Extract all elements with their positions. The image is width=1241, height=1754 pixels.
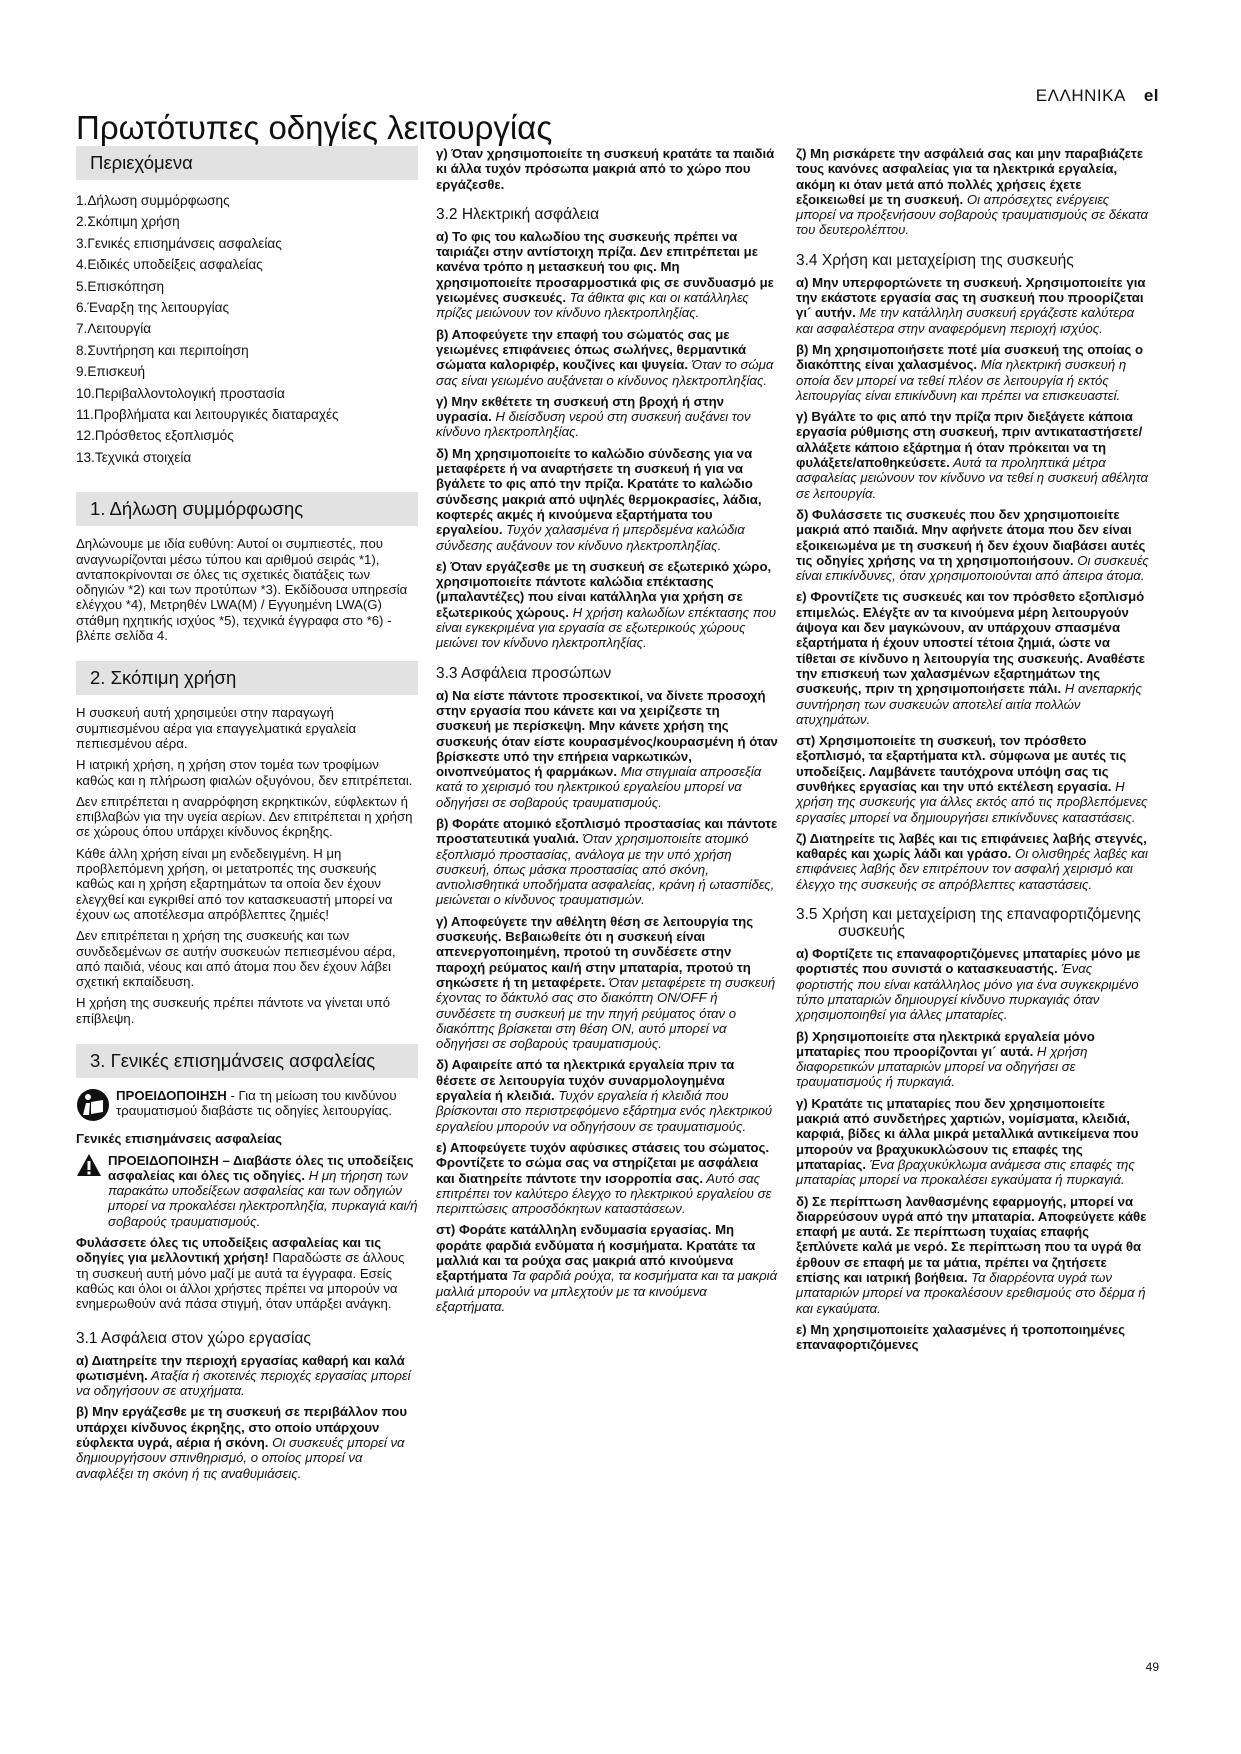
language-code: el	[1143, 86, 1159, 105]
toc-item[interactable]: 7.Λειτουργία	[76, 321, 152, 337]
section-1	[76, 492, 418, 643]
bold-text: β) Μην εργάζεσθε με τη συσκευή σε περιβάλλον που υπάρχει κίνδυνος έκρηξης, στο οποίο υπάρχουν εύφλεκτα υγρά, αέρια ή σκόνη.	[76, 1404, 408, 1451]
bold-text: α) Φορτίζετε τις επαναφορτιζόμενες μπαταρίες μόνο με φορτιστές που συνιστά ο κατασκευαστής.	[796, 946, 1141, 977]
italic-text: Αταξία ή σκοτεινές περιοχές εργασίας μπορεί να οδηγήσουν σε ατυχήματα.	[76, 1367, 411, 1399]
section-2-para: Δεν επιτρέπεται η χρήση της συσκευής και των συνδεδεμένων σε αυτήν συσκευών πεπιεσμένου αέρα, από παιδιά, νέους και από άτομα που δεν έχουν λάβει σχετική εκπαίδευση.	[76, 928, 396, 990]
italic-text: Η διείσδυση νερού στη συσκευή αυξάνει τον κίνδυνο ηλεκτροπληξίας.	[436, 409, 751, 440]
bold-text: ζ) Διατηρείτε τις λαβές και τις επιφάνειες λαβής στεγνές, καθαρές και χωρίς λάδι και γράσο.	[796, 830, 1147, 862]
bold-text: α) Διατηρείτε την περιοχή εργασίας καθαρή και καλά φωτισμένη.	[76, 1352, 405, 1383]
italic-text: Τα διαρρέοντα υγρά των μπαταριών μπορεί να προκαλέσουν ερεθισμούς στο δέρμα ή και εγκαύματα.	[796, 1270, 1146, 1316]
language-label: ΕΛΛΗΝΙΚΑ	[1035, 86, 1126, 105]
section-3-2-items	[436, 229, 778, 651]
bold-text: ε) Φροντίζετε τις συσκευές και τον πρόσθετο εξοπλισμό επιμελώς. Ελέγξτε αν τα κινούμενα μέρη λειτουργούν άψογα και δεν μαγκώνουν, αν υπάρχουν σπασμένα εξαρτήματα ή έχουν υποστεί τέτοια ζημιά, ώστε να τίθεται σε κίνδυνο η λειτουργία της συσκευής. Αναθέστε την επισκευή των χαλασμένων εξαρτημάτων της συσκευής, πριν τη χρησιμοποιήσετε πάλι.	[796, 589, 1146, 697]
toc-item[interactable]: 8.Συντήρηση και περιποίηση	[76, 342, 249, 358]
toc-item[interactable]: 11.Προβλήματα και λειτουργικές διαταραχές	[76, 407, 339, 423]
italic-text: Τυχόν εργαλεία ή κλειδιά που βρίσκονται στο περιστρεφόμενο εξάρτημα ενός ηλεκτρικού εργαλείου μπορούν να οδηγήσουν σε τραυματισμούς.	[436, 1088, 773, 1134]
toc-item[interactable]: 4.Ειδικές υποδείξεις ασφαλείας	[76, 257, 263, 273]
general-warning-italic: Η μη τήρηση των παρακάτω υποδείξεων ασφαλείας και των οδηγιών μπορεί να προκαλέσει ηλεκτροπληξία, πυρκαγιά και/ή σοβαρούς τραυματισμούς.	[108, 1167, 418, 1229]
safety-item	[436, 1057, 778, 1133]
section-3-5-items	[796, 946, 1150, 1352]
safety-item	[436, 688, 778, 810]
italic-text: Μια στιγμιαία απροσεξία κατά το χειρισμό του ηλεκτρικού εργαλείου μπορεί να οδηγήσει σε σοβαρούς τραυματισμούς.	[436, 764, 762, 810]
safety-item	[436, 446, 778, 553]
italic-text: Μία ηλεκτρική συσκευή η οποία δεν μπορεί να τεθεί πλέον σε λειτουργία ή εκτός λειτουργίας είναι επικίνδυνη και πρέπει να επισκευαστεί.	[796, 357, 1127, 403]
manual-warning-text	[116, 1088, 418, 1119]
section-3-1-b	[76, 1404, 418, 1480]
section-3-3-heading: 3.3 Ασφάλεια προσώπων	[436, 664, 612, 682]
section-3-heading: 3. Γενικές επισημάνσεις ασφαλείας	[76, 1044, 418, 1078]
toc-item[interactable]: 10.Περιβαλλοντολογική προστασία	[76, 385, 285, 401]
italic-text: Οι συσκευές είναι επικίνδυνες, όταν χρησιμοποιούνται από άπειρα άτομα.	[796, 552, 1149, 584]
italic-text: Με την κατάλληλη συσκευή εργάζεστε καλύτερα και ασφαλέστερα στην αναφερόμενη περιοχή ισχύος.	[796, 305, 1135, 336]
bold-text: α) Μην υπερφορτώνετε τη συσκευή. Χρησιμοποιείτε για την εκάστοτε εργασία σας τη συσκευή που προορίζεται γι´ αυτήν.	[796, 274, 1146, 321]
safety-item	[436, 1222, 778, 1314]
warning-text: - Για τη μείωση του κινδύνου τραυματισμού διαβάστε τις οδηγίες λειτουργίας.	[116, 1088, 397, 1119]
section-3-3-items	[436, 688, 778, 1315]
safety-item	[796, 409, 1150, 501]
section-2-heading: 2. Σκόπιμη χρήση	[76, 661, 418, 695]
italic-text: Αυτό σας επιτρέπει τον καλύτερο έλεγχο το ηλεκτρικού εργαλείου σε περιπτώσεις απροσδόκητων καταστάσεων.	[436, 1170, 772, 1217]
bold-text: α) Το φις του καλωδίου της συσκευής πρέπει να ταιριάζει στην αντίστοιχη πρίζα. Δεν επιτρέπεται με κανένα τρόπο η μετασκευή του φις. Μη χρησιμοποιείτε προσαρμοστικά φις σε συνδυασμό με γειωμένες συσκευές.	[436, 228, 774, 306]
section-3-3-continued	[796, 146, 1150, 238]
toc-item[interactable]: 3.Γενικές επισημάνσεις ασφαλείας	[76, 235, 282, 251]
section-3	[76, 1044, 418, 1312]
toc-item[interactable]: 5.Επισκόπηση	[76, 278, 165, 294]
italic-text: Ένας φορτιστής που είναι κατάλληλος μόνο για ένα συγκεκριμένο τύπο μπαταριών δημιουργεί κίνδυνο πυρκαγιάς όταν χρησιμοποιηθεί για άλλες μπαταρίες.	[796, 961, 1139, 1023]
toc-item[interactable]: 12.Πρόσθετος εξοπλισμός	[76, 428, 234, 444]
section-2-para: Η συσκευή αυτή χρησιμεύει στην παραγωγή συμπιεσμένου αέρα για επαγγελματικά εργαλεία πεπιεσμένου αέρα.	[76, 705, 357, 751]
italic-text: Όταν το σώμα σας είναι γειωμένο αυξάνεται ο κίνδυνος ηλεκτροπληξίας.	[436, 357, 774, 388]
bold-text: δ) Φυλάσσετε τις συσκευές που δεν χρησιμοποιείτε μακριά από παιδιά. Μην αφήνετε άτομα που δεν είναι εξοικειωμένα με τη συσκευή ή δεν έχουν διαβάσει αυτές τις οδηγίες χρήσης να τη χρησιμοποιήσουν.	[796, 506, 1146, 568]
italic-text: Αυτά τα προληπτικά μέτρα ασφαλείας μειώνουν τον κίνδυνο να τεθεί η συσκευή αθέλητα σε λειτουργία.	[796, 455, 1149, 501]
bold-text: δ) Σε περίπτωση λανθασμένης εφαρμογής, μπορεί να διαρρεύσουν υγρά από την μπαταρία. Αποφεύγετε κάθε επαφή με αυτά. Σε περίπτωση τυχαίας επαφής ξεπλύνετε καλά με νερό. Σε περίπτωση που τα υγρά θα έρθουν σε επαφή με τα μάτια, πρέπει να ζητήσετε επίσης και ιατρική βοήθεια.	[796, 1193, 1147, 1285]
warning-label: ΠΡΟΕΙΔΟΠΟΙΗΣΗ	[116, 1088, 227, 1103]
safety-item	[796, 1096, 1150, 1188]
section-2-para: Δεν επιτρέπεται η αναρρόφηση εκρηκτικών, εύφλεκτων ή επιβλαβών για την υγεία αερίων. Δεν επιτρέπεται η χρήση σε χώρους όπου υπάρχει κίνδυνος έκρηξης.	[76, 793, 413, 840]
section-2	[76, 661, 418, 1026]
safety-item	[796, 1029, 1150, 1090]
safety-item	[796, 275, 1150, 336]
italic-text: Η χρήση διαφορετικών μπαταριών μπορεί να οδηγήσει σε τραυματισμούς ή πυρκαγιά.	[796, 1043, 1088, 1090]
bold-text: β) Αποφεύγετε την επαφή του σώματός σας με γειωμένες επιφάνειες όπως σωλήνες, θερμαντικά σώματα καλοριφέρ, κουζίνες και ψυγεία.	[436, 326, 747, 373]
toc-item[interactable]: 9.Επισκευή	[76, 364, 146, 380]
page-number: 49	[1145, 1660, 1159, 1674]
safety-item	[796, 733, 1150, 825]
italic-text: Όταν μεταφέρετε τη συσκευή έχοντας το δάκτυλό σας στο διακόπτη ON/OFF ή συνδέσετε τη συσκευή με την πηγή ρεύματος όταν ο διακόπτης βρίσκεται στη θέση ON, αυτό μπορεί να οδηγήσει σε σοβαρούς τραυματισμούς.	[436, 974, 776, 1052]
keep-instructions	[76, 1235, 418, 1311]
bold-text: γ) Κρατάτε τις μπαταρίες που δεν χρησιμοποιείτε μακριά από συνδετήρες χαρτιών, νομίσματα, κλειδιά, καρφιά, βίδες κι άλλα μικρά μεταλλικά αντικείμενα που μπορούν να βραχυκυκλώσουν τις επαφές της μπαταρίας.	[796, 1095, 1139, 1172]
italic-text: Οι απρόσεχτες ενέργειες μπορεί να προξενήσουν σοβαρούς τραυματισμούς σε δέκατα του δευτερολέπτου.	[796, 191, 1149, 238]
bold-text: γ) Μην εκθέτετε τη συσκευή στη βροχή ή στην υγρασία.	[436, 393, 724, 425]
bold-text: δ) Μη χρησιμοποιείτε το καλώδιο σύνδεσης για να μεταφέρετε ή να αναρτήσετε τη συσκευή ή για να βγάλετε το φις από την πρίζα. Κρατάτε το καλώδιο σύνδεσης μακριά από υψηλές θερμοκρασίες, λάδια, κοφτερές ακμές ή κινούμενα εξαρτήματα του εργαλείου.	[436, 445, 762, 538]
keep-instructions-text: Παραδώστε σε άλλους τη συσκευή αυτή μόνο μαζί με αυτά τα έγγραφα. Εσείς καθώς και όλοι οι άλλοι χρήστες πρέπει να μπορούν να ενημερωθούν ανά πάσα στιγμή, όταν υπάρξει ανάγκη.	[76, 1250, 405, 1312]
section-2-para: Η ιατρική χρήση, η χρήση στον τομέα των τροφίμων καθώς και η πλήρωση φιαλών οξυγόνου, δεν επιτρέπεται.	[76, 757, 413, 788]
read-manual-icon	[76, 1088, 110, 1125]
section-3-4-items	[796, 275, 1150, 892]
section-2-para: Κάθε άλλη χρήση είναι μη ενδεδειγμένη. Η μη προβλεπόμενη χρήση, οι μετατροπές της συσκευής καθώς και η χρήση εξαρτημάτων τα οποία δεν έχουν ελεγχθεί και εγκριθεί από τον κατασκευαστή μπορεί να έχουν ως αποτέλεσμα απρόβλεπτες ζημιές!	[76, 845, 393, 922]
section-1-text: Δηλώνουμε με ιδία ευθύνη: Αυτοί οι συμπιεστές, που αναγνωρίζονται μέσω τύπου και αριθμού σειράς *1), ανταποκρίνονται σε όλες τις σχετικές διατάξεις των οδηγιών *2) και των προτύπων *3). Εκδίδουσα υπηρεσία ελέγχου *4), Μετρηθέν LWA(M) / Εγγυημένη LWA(G) στάθμη ηχητικής ισχύος *5), τεχνικά έγγραφα στο *6) - βλέπε σελίδα 4.	[76, 536, 408, 644]
general-warning	[76, 1153, 418, 1229]
bold-text: δ) Αφαιρείτε από τα ηλεκτρικά εργαλεία πριν τα θέσετε σε λειτουργία τυχόν συναρμολογημένα εργαλεία ή κλειδιά.	[436, 1057, 735, 1104]
bold-text: β) Μη χρησιμοποιήσετε ποτέ μία συσκευή της οποίας ο διακόπτης είναι χαλασμένος.	[796, 341, 1144, 373]
safety-item	[436, 229, 778, 321]
italic-text: Τυχόν χαλασμένα ή μπερδεμένα καλώδια σύνδεσης αυξάνουν τον κίνδυνο ηλεκτροπληξίας.	[436, 522, 745, 553]
bold-text: ε) Αποφεύγετε τυχόν αφύσικες στάσεις του σώματος. Φροντίζετε το σώμα σας να στηρίζεται με ασφάλεια και διατηρείτε πάντοτε την ισορροπία σας.	[436, 1139, 770, 1186]
italic-text: Τα άθικτα φις και οι κατάλληλες πρίζες μειώνουν τον κίνδυνο ηλεκτροπληξίας.	[436, 290, 749, 321]
safety-item	[436, 559, 778, 651]
general-warning-bold: ΠΡΟΕΙΔΟΠΟΙΗΣΗ – Διαβάστε όλες τις υποδείξεις ασφαλείας και όλες τις οδηγίες.	[108, 1152, 414, 1183]
section-1-heading: 1. Δήλωση συμμόρφωσης	[76, 492, 418, 526]
safety-item	[796, 1194, 1150, 1316]
section-3-4-heading: 3.4 Χρήση και μεταχείριση της συσκευής	[796, 251, 1074, 269]
italic-text: Η χρήση της συσκευής για άλλες εκτός από τις προβλεπόμενες εργασίες μπορεί να δημιουργήσει επικίνδυνες καταστάσεις.	[796, 778, 1148, 825]
general-safety-heading: Γενικές επισημάνσεις ασφαλείας	[76, 1131, 282, 1147]
safety-item	[796, 589, 1150, 727]
bold-text: ε) Μη χρησιμοποιείτε χαλασμένες ή τροποποιημένες επαναφορτιζόμενες	[796, 1321, 1125, 1353]
section-3-5-heading: 3.5 Χρήση και μεταχείριση της επαναφορτιζόμενης συσκευής	[796, 906, 1141, 941]
italic-text: Ένα βραχυκύκλωμα ανάμεσα στις επαφές της μπαταρίας μπορεί να προκαλέσει εγκαύματα ή πυρκαγιά.	[796, 1156, 1135, 1188]
bold-text: ζ) Μη ρισκάρετε την ασφάλειά σας και μην παραβιάζετε τους κανόνες ασφαλείας για τα ηλεκτρικά εργαλεία, ακόμη κι όταν μετά από πολλές χρήσεις έχετε εξοικειωθεί με τη συσκευή.	[796, 146, 1144, 207]
section-3-2-heading: 3.2 Ηλεκτρική ασφάλεια	[436, 205, 600, 223]
page-header	[1036, 86, 1159, 106]
toc-item[interactable]: 13.Τεχνικά στοιχεία	[76, 449, 192, 465]
safety-item	[796, 146, 1150, 238]
safety-item	[436, 1140, 778, 1216]
toc-list	[76, 190, 418, 468]
italic-text: Οι ολισθηρές λαβές και επιφάνειες λαβής δεν επιτρέπουν τον ασφαλή χειρισμό και έλεγχο της συσκευής σε απρόβλεπτες καταστάσεις.	[796, 846, 1148, 892]
keep-instructions-bold: Φυλάσσετε όλες τις υποδείξεις ασφαλείας και τις οδηγίες για μελλοντική χρήση!	[76, 1235, 382, 1266]
bold-text: γ) Βγάλτε το φις από την πρίζα πριν διεξάγετε κάποια εργασία ρύθμισης στη συσκευή, πριν αντικαταστήσετε/αλλάξετε κάποιο εξάρτημα ή όταν πρόκειται να τη φυλάξετε/αποθηκεύσετε.	[796, 409, 1143, 471]
italic-text: Οι συσκευές μπορεί να δημιουργήσουν σπινθηρισμό, ο οποίος μπορεί να αναφλέξει τη σκόνη ή τις αναθυμιάσεις.	[76, 1435, 405, 1481]
safety-item	[436, 394, 778, 440]
safety-item	[436, 816, 778, 908]
safety-item	[796, 342, 1150, 403]
safety-item	[796, 1322, 1150, 1353]
toc-item[interactable]: 1.Δήλωση συμμόρφωσης	[76, 193, 230, 208]
section-3-1-heading: 3.1 Ασφάλεια στον χώρο εργασίας	[76, 1329, 311, 1347]
manual-warning	[76, 1088, 418, 1125]
warning-triangle-icon	[76, 1153, 102, 1180]
bold-text: α) Να είστε πάντοτε προσεκτικοί, να δίνετε προσοχή στην εργασία που κάνετε και να χειρίζεστε τη συσκευή με περίσκεψη. Μην κάνετε χρήση της συσκευής όταν είστε κουρασμένος/κουρασμένη ή όταν βρίσκεστε υπό την επήρεια ναρκωτικών, οινοπνεύματος ή φαρμάκων.	[436, 687, 778, 780]
bold-text: γ) Αποφεύγετε την αθέλητη θέση σε λειτουργία της συσκευής. Βεβαιωθείτε ότι η συσκευή είναι απενεργοποιημένη, προτού τη συνδέσετε στην παροχή ρεύματος και/ή στην μπαταρία, προτού τη σηκώσετε ή τη μεταφέρετε.	[436, 913, 754, 990]
column-2	[436, 146, 778, 1320]
page-title: Πρωτότυπες οδηγίες λειτουργίας	[76, 109, 553, 146]
section-3-1-a	[76, 1353, 418, 1399]
italic-text: Τα φαρδιά ρούχα, τα κοσμήματα και τα μακριά μαλλιά μπορούν να μπλεχτούν με τα κινούμενα εξαρτήματα.	[436, 1268, 778, 1314]
bold-text: ε) Όταν εργάζεσθε με τη συσκευή σε εξωτερικό χώρο, χρησιμοποιείτε πάντοτε καλώδια επέκτασης (μπαλαντέζες) που είναι κατάλληλα για χρήση σε εξωτερικούς χώρους.	[436, 558, 772, 620]
safety-item	[436, 914, 778, 1052]
safety-item	[796, 946, 1150, 1022]
column-1	[76, 146, 418, 1487]
bold-text: στ) Χρησιμοποιείτε τη συσκευή, τον πρόσθετο εξοπλισμό, τα εξαρτήματα κτλ. σύμφωνα με αυτές τις υποδείξεις. Λαμβάνετε ταυτόχρονα υπόψη σας τις συνθήκες εργασίας και την υπό εκτέλεση εργασία.	[796, 733, 1127, 794]
bold-text: β) Φοράτε ατομικό εξοπλισμό προστασίας και πάντοτε προστατευτικά γυαλιά.	[436, 815, 778, 847]
safety-item	[796, 507, 1150, 583]
column-3	[796, 146, 1150, 1358]
bold-text: β) Χρησιμοποιείτε στα ηλεκτρικά εργαλεία μόνο μπαταρίες που προορίζονται γι´ αυτά.	[796, 1028, 1095, 1059]
italic-text: Η χρήση καλωδίων επέκτασης που είναι εγκεκριμένα για εργασία σε εξωτερικούς χώρους μειώνει τον κίνδυνο ηλεκτροπληξίας.	[436, 604, 776, 651]
italic-text: Η ανεπαρκής συντήρηση των συσκευών αποτελεί αιτία πολλών ατυχημάτων.	[796, 681, 1142, 727]
section-3-1-c: γ) Όταν χρησιμοποιείτε τη συσκευή κρατάτε τα παιδιά κι άλλα τυχόν πρόσωπα μακριά από το χώρο που εργάζεσθε.	[436, 146, 775, 192]
bold-text: στ) Φοράτε κατάλληλη ενδυμασία εργασίας. Μη φοράτε φαρδιά ενδύματα ή κοσμήματα. Κρατάτε τα μαλλιά και τα ρούχα σας μακριά από κινούμενα εξαρτήματα	[436, 1222, 756, 1284]
safety-item	[436, 327, 778, 388]
toc-heading: Περιεχόμενα	[76, 146, 418, 180]
toc-item[interactable]: 2.Σκόπιμη χρήση	[76, 214, 180, 230]
general-warning-text	[108, 1153, 418, 1229]
safety-item	[796, 831, 1150, 892]
toc-item[interactable]: 6.Έναρξη της λειτουργίας	[76, 300, 230, 316]
italic-text: Όταν χρησιμοποιείτε ατομικό εξοπλισμό προστασίας, ανάλογα με την υπό χρήση συσκευή, όπως μάσκα προστασίας από σκόνη, αντιολισθητικά υποδήματα ασφαλείας, κράνη ή ωτασπίδες, μειώνεται ο κίνδυνος τραυματισμών.	[436, 831, 775, 908]
section-2-para: Η χρήση της συσκευής πρέπει πάντοτε να γίνεται υπό επίβλεψη.	[76, 995, 391, 1026]
